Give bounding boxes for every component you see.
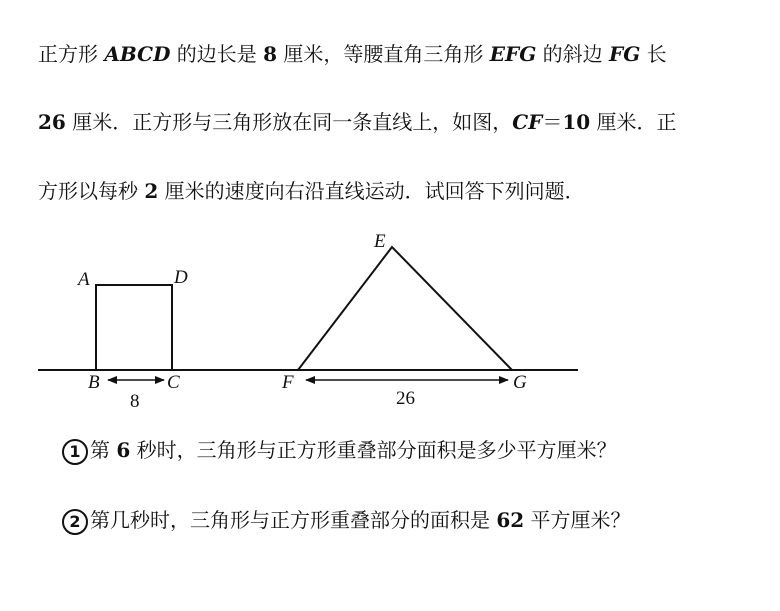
- text: 厘米的速度向右沿直线运动．试回答下列问题．: [158, 179, 585, 203]
- text: 厘米．正方形与三角形放在同一条直线上，如图，: [65, 110, 513, 134]
- text: 平方厘米？: [524, 508, 631, 532]
- text: 第: [90, 438, 117, 462]
- cf-length: 10: [562, 110, 591, 134]
- speed-value: 2: [144, 179, 159, 203]
- area-value: 62: [496, 508, 525, 532]
- circled-number-marker: 1: [62, 439, 88, 465]
- problem-line-1: [38, 40, 760, 68]
- fg-length-label: 26: [396, 388, 415, 409]
- equals-sign: ＝: [542, 110, 563, 134]
- text: 正方形: [38, 42, 105, 66]
- triangle-name: EFG: [489, 42, 537, 66]
- geometry-figure: [0, 225, 780, 415]
- bc-length-label: 8: [130, 391, 140, 412]
- circled-number-marker: 2: [62, 509, 88, 535]
- label-b: B: [88, 372, 100, 393]
- text: 第几秒时，三角形与正方形重叠部分的面积是: [90, 508, 497, 532]
- label-e: E: [374, 231, 386, 252]
- hypotenuse-length: 26: [38, 110, 66, 134]
- label-c: C: [167, 372, 180, 393]
- problem-line-2: [38, 108, 760, 136]
- square-name: ABCD: [104, 42, 171, 66]
- text: 的边长是: [170, 42, 264, 66]
- text: 厘米，等腰直角三角形: [277, 42, 490, 66]
- triangle-efg: [298, 247, 512, 370]
- segment-name: CF: [512, 110, 543, 134]
- text: 厘米．正: [590, 110, 677, 134]
- text: 长: [640, 42, 667, 66]
- hypotenuse-name: FG: [609, 42, 641, 66]
- label-f: F: [282, 372, 294, 393]
- label-g: G: [513, 372, 527, 393]
- question-2: [62, 506, 631, 535]
- label-a: A: [78, 269, 90, 290]
- side-length: 8: [263, 42, 278, 66]
- problem-line-3: [38, 177, 760, 205]
- question-1: [62, 436, 617, 465]
- seconds-value: 6: [116, 438, 131, 462]
- text: 的斜边: [536, 42, 610, 66]
- label-d: D: [174, 267, 188, 288]
- text: 方形以每秒: [38, 179, 145, 203]
- text: 秒时，三角形与正方形重叠部分面积是多少平方厘米？: [130, 438, 617, 462]
- square-abcd: [96, 285, 172, 370]
